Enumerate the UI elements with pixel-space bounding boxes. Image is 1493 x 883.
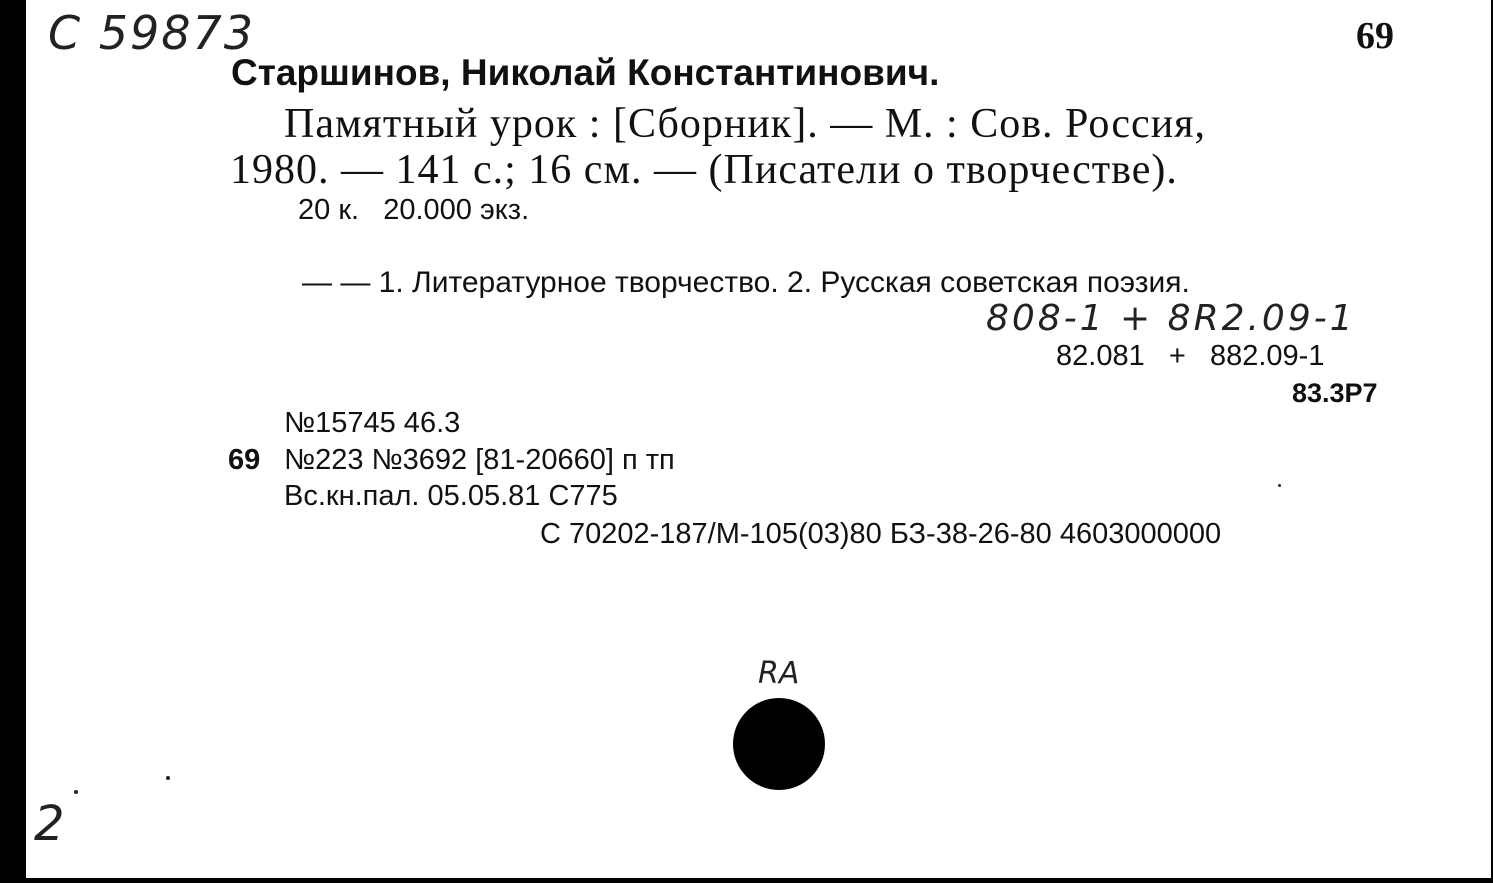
udc-index: 82.081 + 882.09-1 — [1056, 340, 1325, 372]
title-line-2: 1980. — 141 с.; 16 см. — (Писатели о творчестве). — [230, 147, 1178, 193]
record-line-4: С 70202-187/М-105(03)80 БЗ-38-26-80 4603000000 — [540, 518, 1222, 550]
subject-headings: — — 1. Литературное творчество. 2. Русская советская поэзия. — [302, 266, 1190, 299]
catalog-card — [26, 0, 1491, 878]
price-and-print-run: 20 к. 20.000 экз. — [298, 194, 530, 226]
bbk-index: 83.3Р7 — [1292, 378, 1378, 408]
record-line-3: Вс.кн.пал. 05.05.81 С775 — [284, 480, 618, 512]
record-prefix: 69 — [228, 444, 261, 476]
ink-speck — [74, 790, 78, 794]
record-line-2: №223 №3692 [81-20660] п тп — [284, 444, 675, 476]
handwritten-count: 2 — [34, 796, 65, 852]
ink-speck — [1278, 484, 1281, 487]
record-line-1: №15745 46.3 — [284, 407, 461, 439]
author-heading: Старшинов, Николай Константинович. — [231, 52, 940, 93]
handwritten-initials: RA — [758, 656, 800, 691]
corner-number: 69 — [1356, 15, 1394, 57]
handwritten-classification: 808-1 + 8R2.09-1 — [986, 298, 1356, 339]
title-line-1: Памятный урок : [Сборник]. — М. : Сов. Россия, — [284, 101, 1206, 147]
handwritten-shelfmark: С 59873 — [48, 6, 256, 60]
ink-speck — [166, 776, 170, 780]
punch-hole — [733, 698, 825, 790]
